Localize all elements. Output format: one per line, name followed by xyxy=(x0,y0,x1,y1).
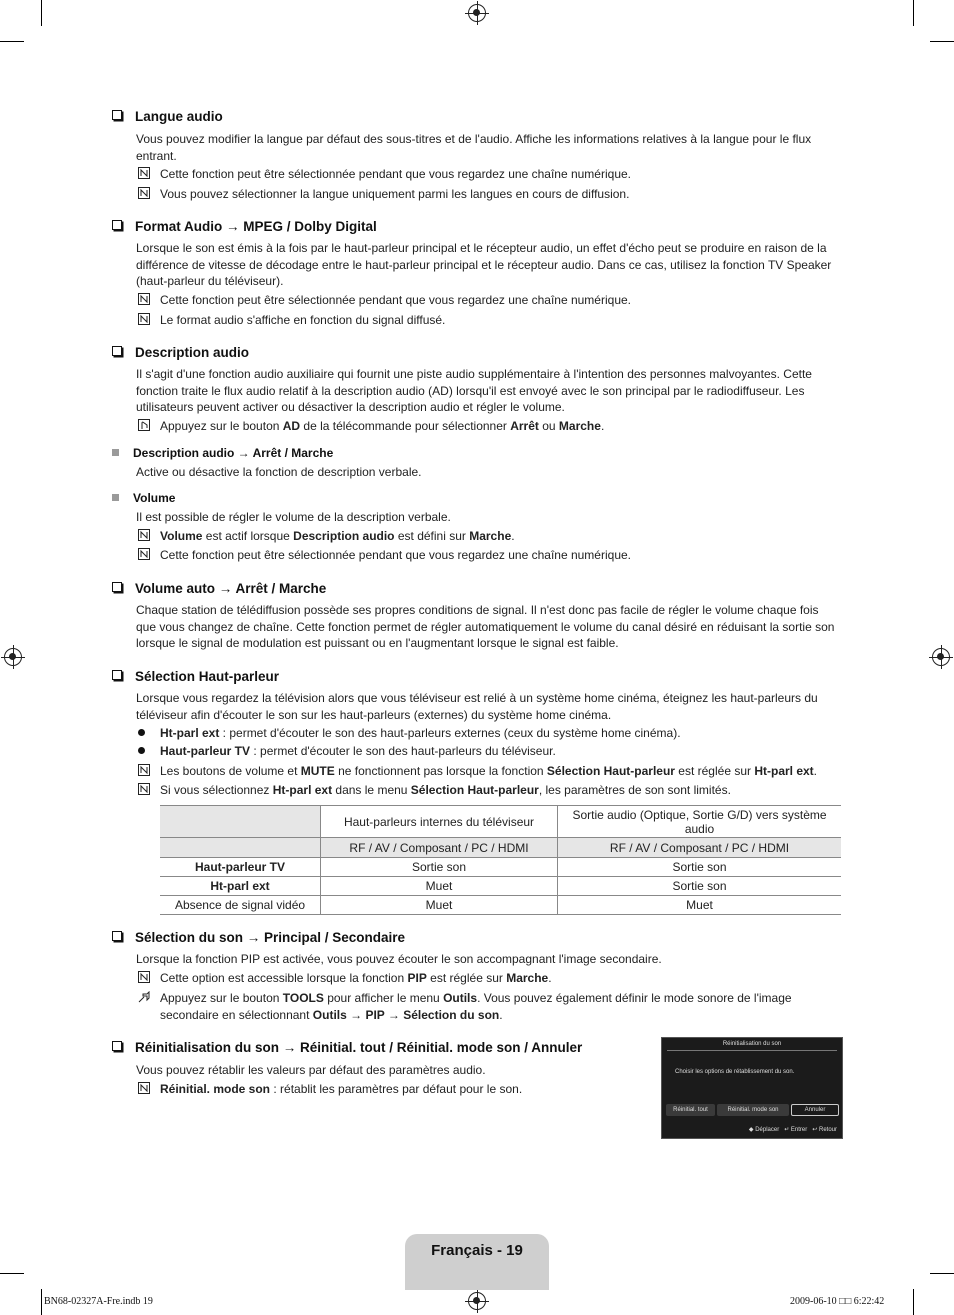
subsection-heading: Description audio → Arrêt / Marche xyxy=(112,446,333,460)
paragraph: Il s'agit d'une fonction audio auxiliaire qui fournit une piste audio supplémentaire à l'intention des personnes malvoyantes. Cette fonction traite le flux audio relatif à la description audio (AD) lorsqu'il est envoyé avec le son principal par le radiodiffuseur. Les utilisateurs peuvent activer ou désactiver la description audio et régler le volume. xyxy=(136,367,812,414)
note: Cette fonction peut être sélectionnée pendant que vous regardez une chaîne numérique. xyxy=(136,547,836,564)
table-header-row xyxy=(160,806,841,838)
remote-button-icon xyxy=(138,419,150,431)
crop-mark xyxy=(41,1289,42,1315)
registration-mark-icon xyxy=(932,648,950,666)
note-icon xyxy=(138,167,150,179)
table-row-header: Ht-parl ext xyxy=(160,877,321,896)
note: Le format audio s'affiche en fonction du signal diffusé. xyxy=(136,312,836,329)
list-item: Haut-parleur TV : permet d'écouter le son des haut-parleurs du téléviseur. xyxy=(136,743,556,760)
note-icon xyxy=(138,187,150,199)
crop-mark xyxy=(0,41,24,42)
section-heading: Volume auto → Arrêt / Marche xyxy=(112,581,326,596)
bullet-icon xyxy=(138,729,145,736)
note-icon xyxy=(138,529,150,541)
subsection-heading: Volume xyxy=(112,491,175,505)
section-heading: Format Audio → MPEG / Dolby Digital xyxy=(112,219,377,234)
page-label: Français - 19 xyxy=(431,1242,523,1259)
paragraph: Lorsque le son est émis à la fois par le haut-parleur principal et le récepteur audio, un effet d'écho peut se produire en raison de la différence de vitesse de décodage entre le haut-parleur principal et le récepteur audio. Dans ce cas, utilisez la fonction TV Speaker (haut-parleur du téléviseur). xyxy=(136,241,832,288)
paragraph: Lorsque vous regardez la télévision alors que vous téléviseur est relié à un système home cinéma, éteignez les haut-parleurs du téléviseur afin d'écouter le son sur les haut-parleurs (externes) du système home cinéma. xyxy=(136,691,818,722)
osd-screenshot xyxy=(661,1037,843,1139)
table-row-header: Haut-parleur TV xyxy=(160,858,321,877)
table-row xyxy=(160,858,841,877)
osd-message: Choisir les options de rétablissement du son. xyxy=(675,1069,795,1075)
checkbox-bullet-icon xyxy=(112,220,122,230)
list-item: Ht-parl ext : permet d'écouter le son des haut-parleurs externes (ceux du système home cinéma). xyxy=(136,725,681,742)
bullet-icon xyxy=(138,747,145,754)
reset-sound-mode-button[interactable]: Réinitial. mode son xyxy=(717,1104,789,1116)
paragraph: Lorsque la fonction PIP est activée, vous pouvez écouter le son accompagnant l'image secondaire. xyxy=(136,952,662,966)
paragraph: Il est possible de régler le volume de la description verbale. xyxy=(136,510,451,524)
note-icon xyxy=(138,1082,150,1094)
note-icon xyxy=(138,313,150,325)
table-row xyxy=(160,877,841,896)
table-cell: Muet xyxy=(321,877,558,896)
table-header-cell: RF / AV / Composant / PC / HDMI xyxy=(558,838,842,858)
tools-icon xyxy=(138,991,150,1003)
table-subheader-row xyxy=(160,838,841,858)
paragraph: Vous pouvez modifier la langue par défaut des sous-titres et de l'audio. Affiche les informations relatives à la langue pour le flux entrant. xyxy=(136,132,812,163)
table-header-cell: RF / AV / Composant / PC / HDMI xyxy=(321,838,558,858)
note: Cette fonction peut être sélectionnée pendant que vous regardez une chaîne numérique. xyxy=(136,292,836,309)
reset-all-button[interactable]: Réinitial. tout xyxy=(666,1104,715,1116)
paragraph: Vous pouvez rétablir les valeurs par défaut des paramètres audio. xyxy=(136,1063,486,1077)
checkbox-bullet-icon xyxy=(112,110,122,120)
crop-mark xyxy=(930,41,954,42)
note-icon xyxy=(138,783,150,795)
crop-mark xyxy=(0,1273,24,1274)
cancel-button[interactable]: Annuler xyxy=(791,1104,839,1116)
square-bullet-icon xyxy=(112,494,119,501)
return-hint: ↩ Retour xyxy=(812,1127,837,1133)
checkbox-bullet-icon xyxy=(112,582,122,592)
note-icon xyxy=(138,764,150,776)
note-icon xyxy=(138,548,150,560)
checkbox-bullet-icon xyxy=(112,346,122,356)
file-imprint: BN68-02327A-Fre.indb 19 xyxy=(44,1296,153,1307)
note: Appuyez sur le bouton TOOLS pour afficher le menu Outils. Vous pouvez également définir le mode sonore de l'image secondaire en sélectionnant Outils → PIP → Sélection du son. xyxy=(136,990,836,1023)
note-icon xyxy=(138,971,150,983)
crop-mark xyxy=(913,0,914,26)
osd-nav-hints xyxy=(749,1126,837,1133)
osd-title: Réinitialisation du son xyxy=(722,1041,782,1047)
note: Cette option est accessible lorsque la fonction PIP est réglée sur Marche. xyxy=(136,970,836,987)
table-cell: Sortie son xyxy=(558,877,842,896)
checkbox-bullet-icon xyxy=(112,670,122,680)
table-cell: Muet xyxy=(558,896,842,915)
table-header-cell: Sortie audio (Optique, Sortie G/D) vers système audio xyxy=(558,806,842,838)
crop-mark xyxy=(930,1273,954,1274)
registration-mark-icon xyxy=(468,4,486,22)
registration-mark-icon xyxy=(4,648,22,666)
table-corner-cell xyxy=(160,838,321,858)
table-row-header: Absence de signal vidéo xyxy=(160,896,321,915)
square-bullet-icon xyxy=(112,449,119,456)
note: Les boutons de volume et MUTE ne fonctionnent pas lorsque la fonction Sélection Haut-parleur est réglée sur Ht-parl ext. xyxy=(136,763,836,780)
move-hint: ◆ Déplacer xyxy=(748,1127,780,1133)
table-corner-cell xyxy=(160,806,321,838)
date-imprint: 2009-06-10 □□ 6:22:42 xyxy=(790,1296,885,1307)
note: Vous pouvez sélectionner la langue uniquement parmi les langues en cours de diffusion. xyxy=(136,186,836,203)
section-heading: Description audio xyxy=(112,345,249,360)
table-cell: Muet xyxy=(321,896,558,915)
table-header-cell: Haut-parleurs internes du téléviseur xyxy=(321,806,558,838)
osd-divider xyxy=(667,1050,837,1051)
note: Cette fonction peut être sélectionnée pendant que vous regardez une chaîne numérique. xyxy=(136,166,836,183)
speaker-table xyxy=(160,805,841,915)
section-heading: Sélection Haut-parleur xyxy=(112,669,279,684)
checkbox-bullet-icon xyxy=(112,1041,122,1051)
crop-mark xyxy=(913,1289,914,1315)
note: Si vous sélectionnez Ht-parl ext dans le menu Sélection Haut-parleur, les paramètres de son sont limités. xyxy=(136,782,836,799)
enter-hint: ↵ Entrer xyxy=(784,1127,808,1133)
note: Volume est actif lorsque Description audio est défini sur Marche. xyxy=(136,528,836,545)
paragraph: Chaque station de télédiffusion possède ses propres conditions de signal. Il n'est donc pas facile de régler le volume chaque fois que vous changez de chaîne. Cette fonction permet de régler automatiquement le volume du canal désiré en réduisant la sortie son lorsque le signal de modulation est puissant ou en l'augmentant lorsque le signal est faible. xyxy=(136,603,835,650)
table-cell: Sortie son xyxy=(321,858,558,877)
page-number-tab xyxy=(405,1234,549,1290)
crop-mark xyxy=(41,0,42,26)
table-row xyxy=(160,896,841,915)
checkbox-bullet-icon xyxy=(112,931,122,941)
section-heading: Sélection du son → Principal / Secondaire xyxy=(112,930,405,945)
section-heading: Réinitialisation du son → Réinitial. tout / Réinitial. mode son / Annuler xyxy=(112,1040,582,1055)
section-heading: Langue audio xyxy=(112,109,223,124)
registration-mark-icon xyxy=(468,1292,486,1310)
table-cell: Sortie son xyxy=(558,858,842,877)
note-icon xyxy=(138,293,150,305)
paragraph: Active ou désactive la fonction de description verbale. xyxy=(136,465,422,479)
note: Réinitial. mode son : rétablit les paramètres par défaut pour le son. xyxy=(136,1081,636,1098)
note: Appuyez sur le bouton AD de la télécommande pour sélectionner Arrêt ou Marche. xyxy=(136,418,836,435)
